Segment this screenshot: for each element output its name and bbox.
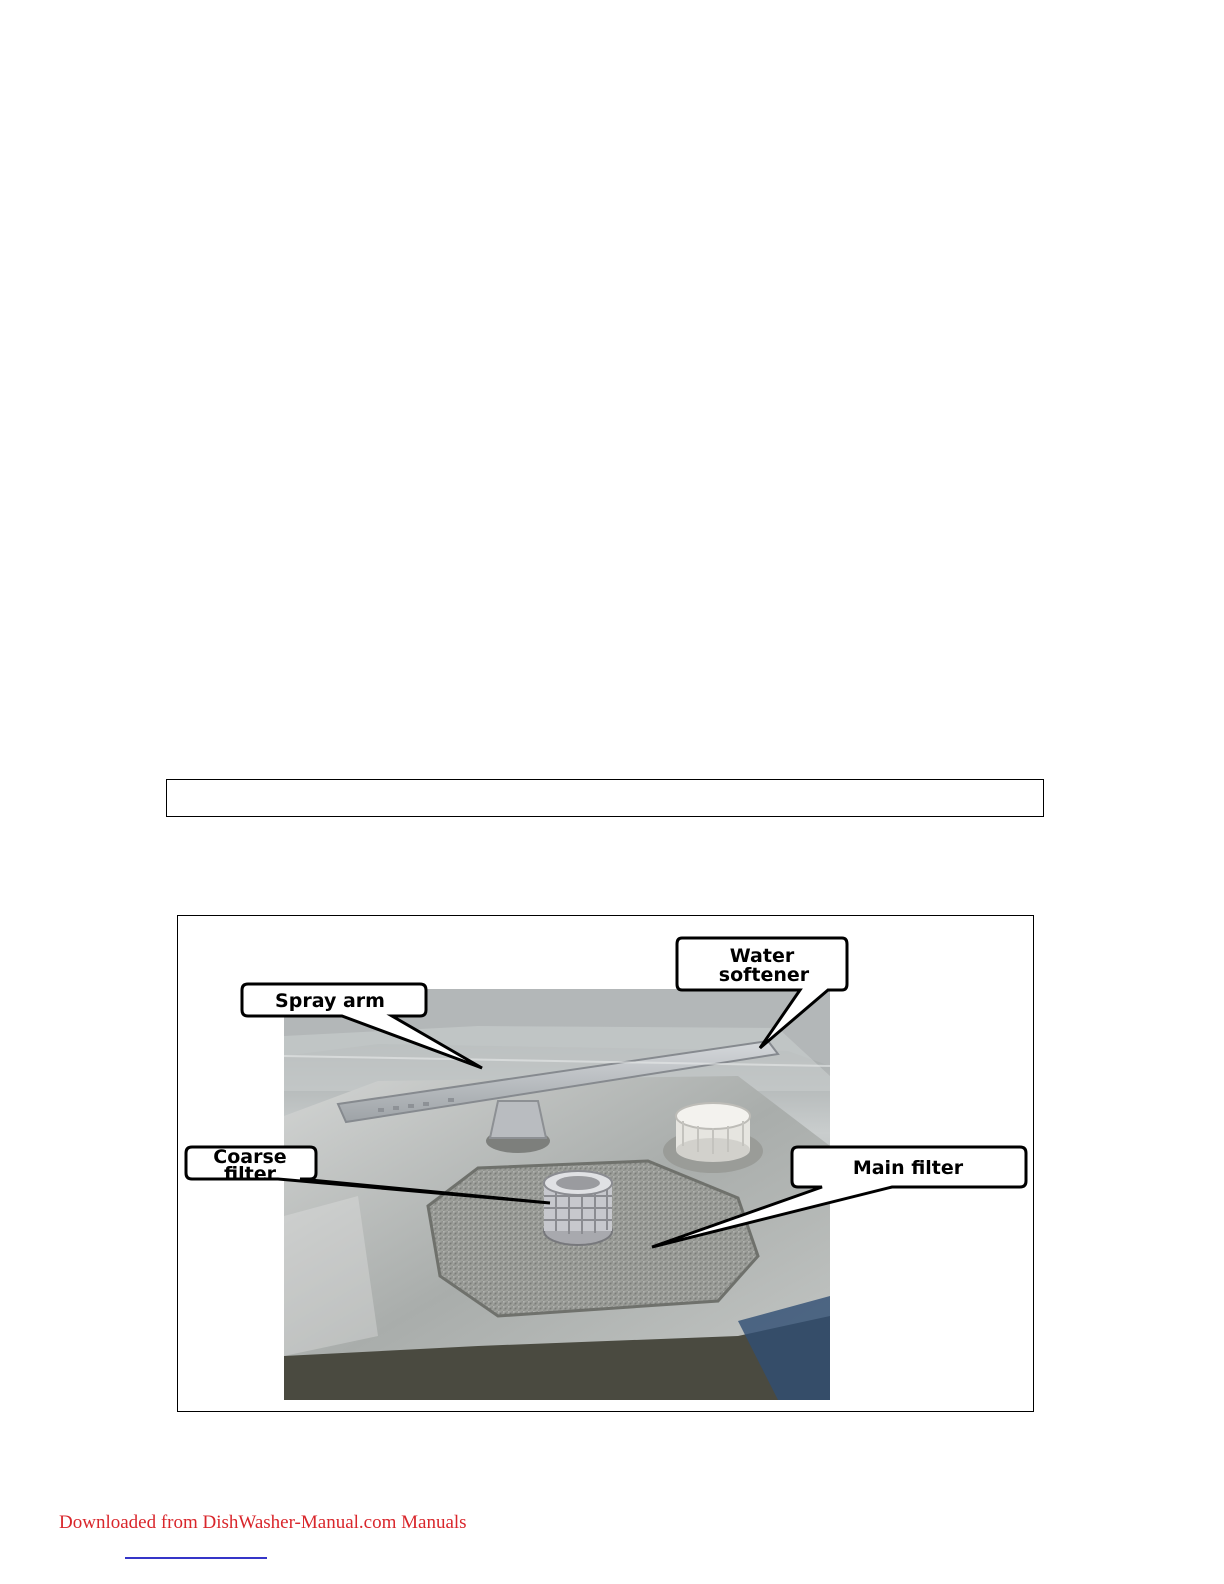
callout-water-softener-line1: Water xyxy=(729,945,795,967)
callout-coarse-filter-line1: Coarse xyxy=(213,1146,287,1168)
callout-main-filter-text: Main filter xyxy=(852,1157,964,1179)
dishwasher-manual-link[interactable]: Downloaded from DishWasher-Manual.com Manuals xyxy=(59,1512,467,1533)
footer-underline-rule xyxy=(125,1557,267,1559)
dishwasher-photo xyxy=(284,989,830,1400)
callout-coarse-filter-line2: filter xyxy=(224,1163,276,1185)
callout-water-softener-line2: softener xyxy=(718,964,810,986)
dishwasher-illustration xyxy=(178,916,1035,1413)
dishwasher-figure xyxy=(177,915,1034,1412)
empty-note-box xyxy=(166,779,1044,817)
callout-spray-arm-text: Spray arm xyxy=(275,990,385,1012)
